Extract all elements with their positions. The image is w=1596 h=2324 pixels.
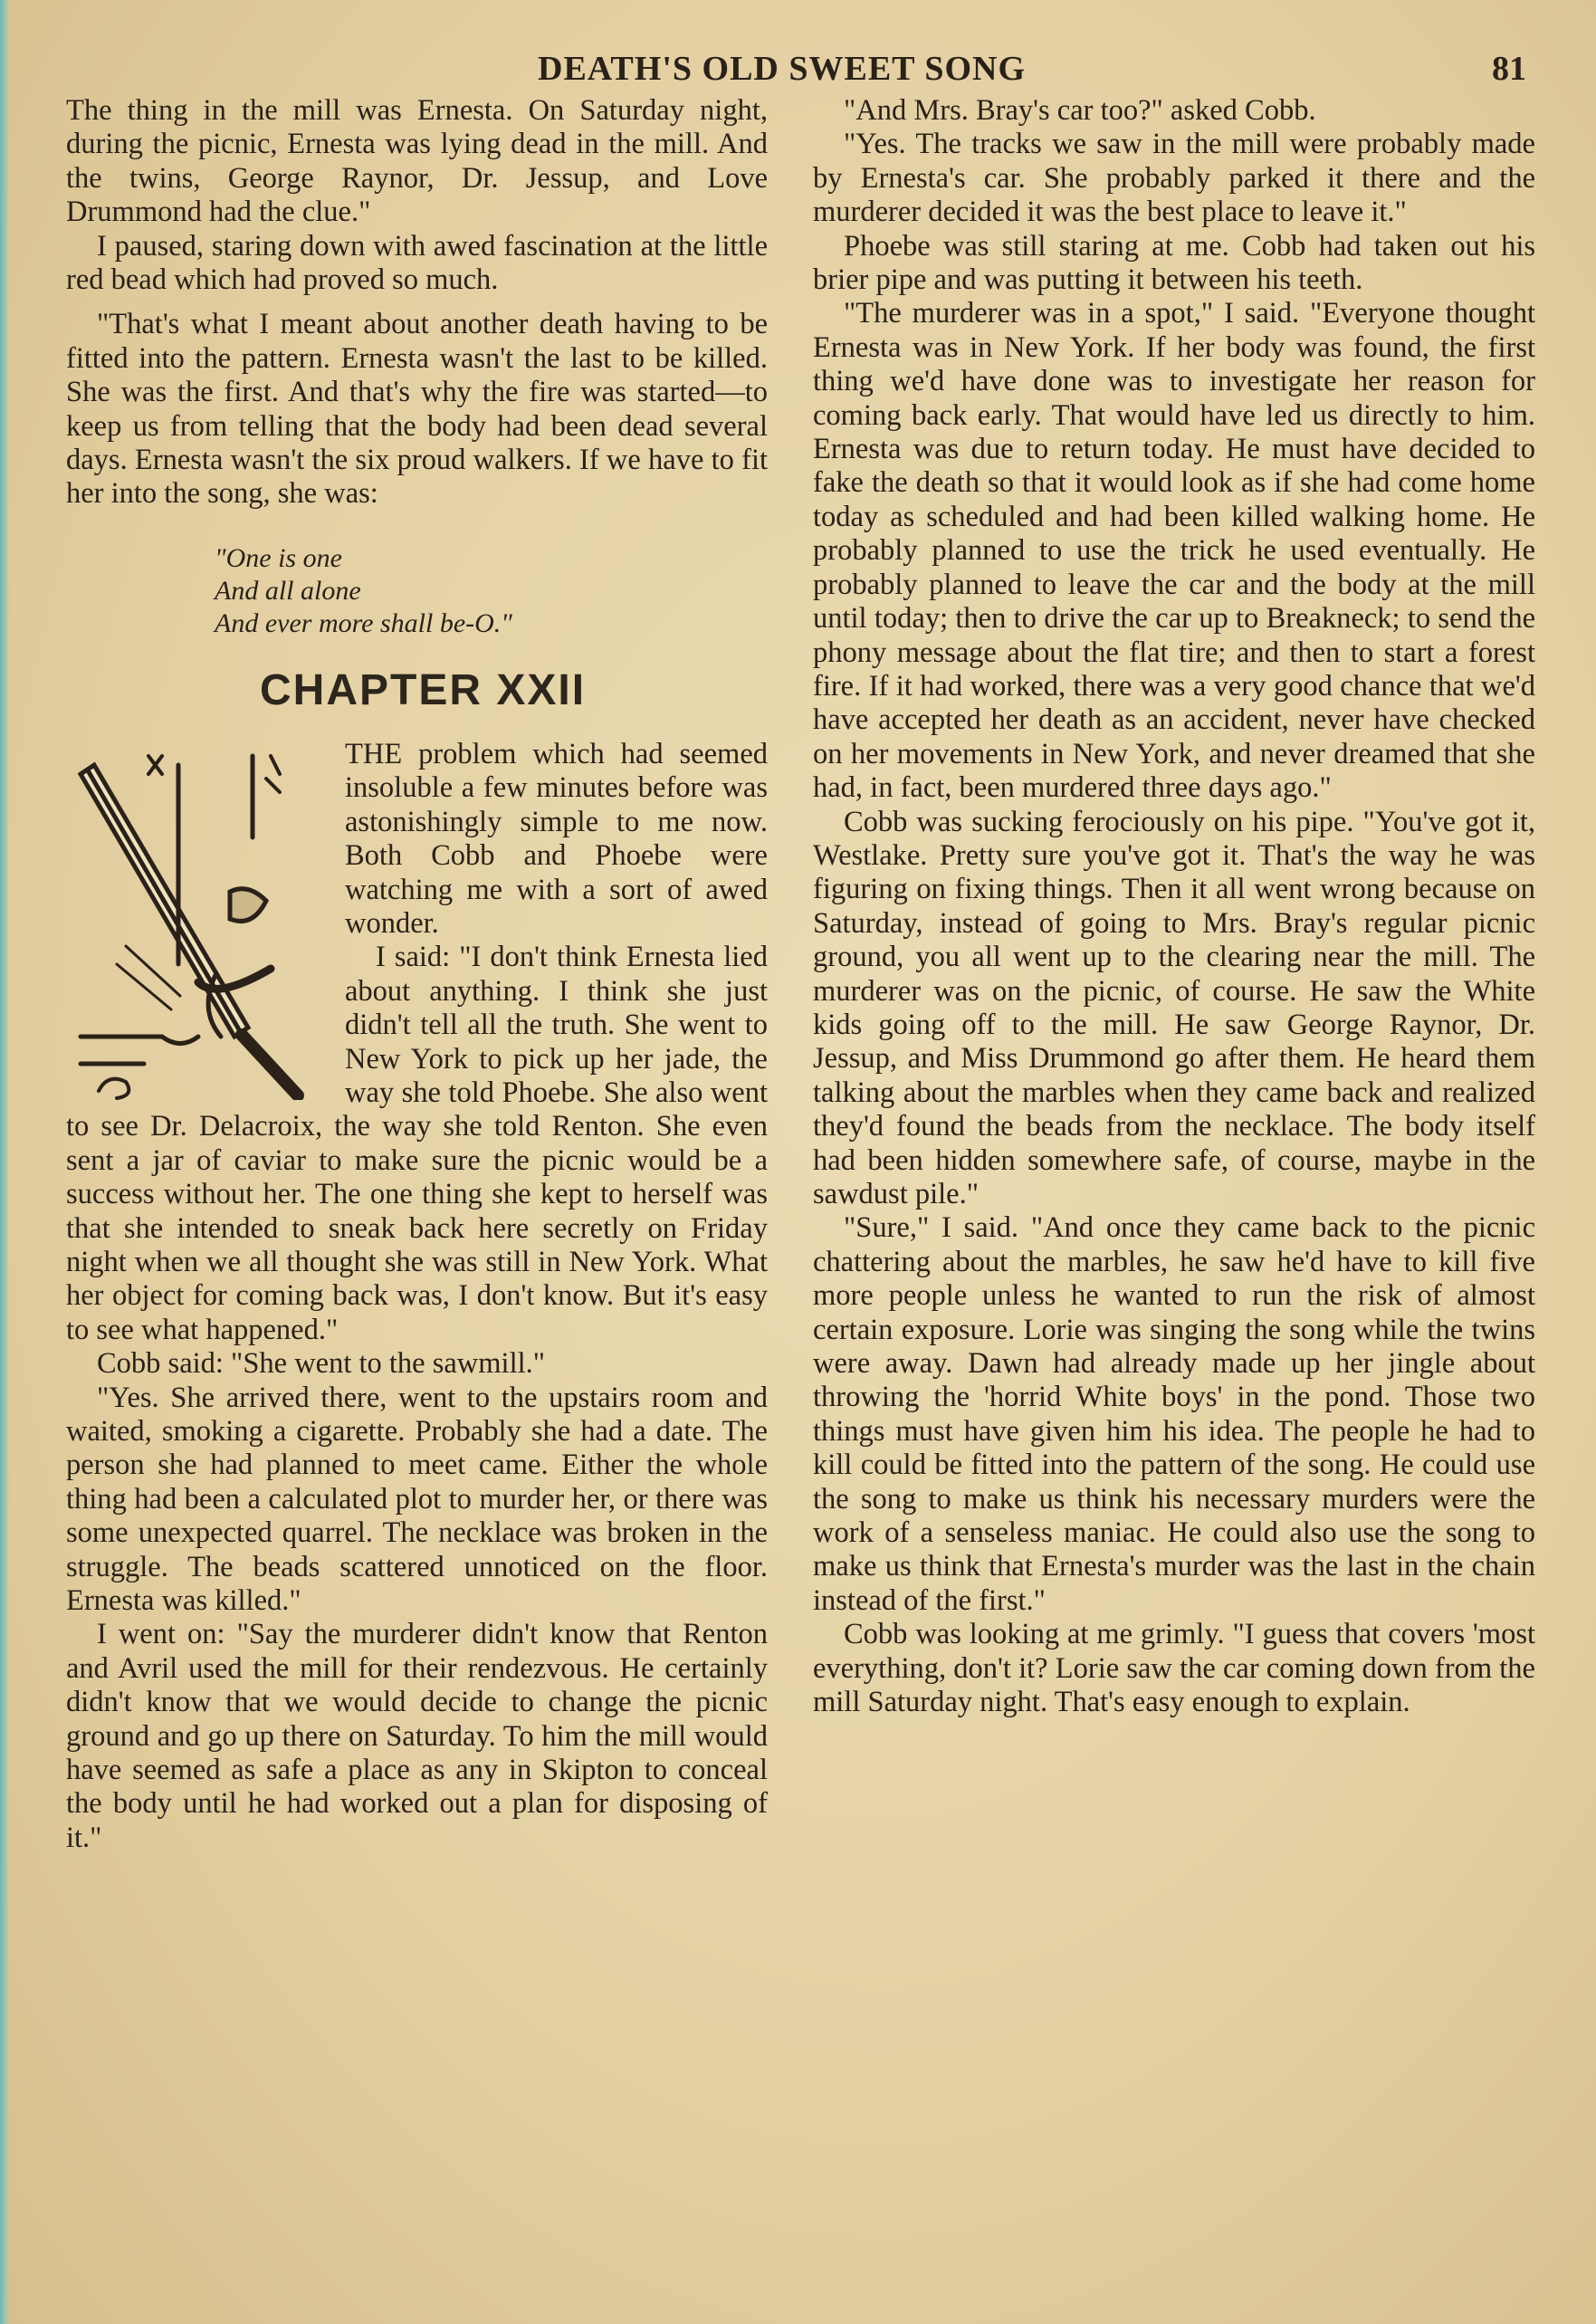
verse-line: And ever more shall be-O." xyxy=(215,607,512,638)
paragraph: Cobb was looking at me grimly. "I guess that covers 'most everything, don't it? Lorie saw the car coming down from the mill Saturday night. That's easy enough to explain. xyxy=(813,1618,1535,1719)
paragraph: "The murderer was in a spot," I said. "Everyone thought Ernesta was in New York. If her body was found, the first thing we'd have done was to investigate her reason for coming back early. That would have led us directly to him. Ernesta was due to return today. He must have decided to fake the death so that it would look as if she had come home today as scheduled and had been killed walking home. He probably planned to use the trick he used eventually. He probably planned to leave the car and the body at the mill until today; then to drive the car up to Breakneck; to send the phony message about the flat tire; and then to start a forest fire. If it had worked, there was a very good chance that we'd have accepted her death as an accident, never have checked on her movements in New York, and never dreamed that she had, in fact, been murdered three days ago." xyxy=(813,297,1535,805)
right-column xyxy=(813,94,1535,1720)
paragraph: THE problem which had seemed insoluble a few minutes before was astonishingly simple to me now. Both Cobb and Phoebe were watching me with a sort of awed wonder. xyxy=(345,737,768,940)
page-edge xyxy=(0,0,9,2324)
paragraph: I paused, staring down with awed fascination at the little red bead which had proved so much. xyxy=(66,229,768,297)
running-title: DEATH'S OLD SWEET SONG xyxy=(538,50,1027,88)
paragraph: "And Mrs. Bray's car too?" asked Cobb. xyxy=(844,94,1316,127)
paragraph: The thing in the mill was Ernesta. On Saturday night, during the picnic, Ernesta was lying dead in the mill. And the twins, George Raynor, Dr. Jessup, and Love Drummond had the clue." xyxy=(66,94,768,229)
left-column xyxy=(66,94,768,1855)
paragraph: "That's what I meant about another death having to be fitted into the pattern. Ernesta wasn't the last to be killed. She was the first. And that's why the fire was started—to keep us from telling that the body had been dead several days. Ernesta wasn't the six proud walkers. If we have to fit her into the song, she was: xyxy=(66,308,768,511)
paragraph: Cobb was sucking ferociously on his pipe. "You've got it, Westlake. Pretty sure you've got it. That's the way he was figuring on fixing things. Then it all went wrong because on Saturday, instead of going to Mrs. Bray's regular picnic ground, you all went up to the clearing near the mill. The murderer was on the picnic, of course. He saw the White kids going off to the mill. He saw George Raynor, Dr. Jessup, and Miss Drummond go after them. He heard them talking about the marbles when they came back and realized they'd found the beads from the necklace. The body itself had been hidden somewhere safe, of course, maybe in the sawdust pile." xyxy=(813,805,1535,1210)
paragraph: I said: "I don't think Ernesta lied about anything. I think she just didn't tell all the truth. She went to New York to pick up her jade, the way she told Phoebe. She also went to see Dr. Delacroix, the way she told Renton. She even sent a jar of caviar to make sure the picnic would be a success without her. The one thing she kept to herself was that she intended to sneak back here secretly on Friday night when we all thought she was still in New York. What her object for coming back was, I don't know. But it's easy to see what happened." xyxy=(66,941,768,1346)
paragraph: "Yes. The tracks we saw in the mill were probably made by Ernesta's car. She probably parked it there and the murderer decided it was the best place to leave it." xyxy=(813,128,1535,229)
chapter-title: CHAPTER XXII xyxy=(260,665,587,714)
paragraph: "Yes. She arrived there, went to the upstairs room and waited, smoking a cigarette. Probably she had a date. The person she had planned to meet came. Either the whole thing had been a calculated plot to murder her, or there was some unexpected quarrel. The necklace was broken in the struggle. The beads scattered unnoticed on the floor. Ernesta was killed." xyxy=(66,1381,768,1618)
song-verse xyxy=(215,542,768,640)
page-header xyxy=(0,49,1596,94)
verse-line: "One is one xyxy=(215,542,342,573)
paragraph: Cobb said: "She went to the sawmill." xyxy=(97,1347,546,1381)
paragraph: Phoebe was still staring at me. Cobb had taken out his brier pipe and was putting it between his teeth. xyxy=(813,229,1535,297)
paragraph: "Sure," I said. "And once they came back to the picnic chattering about the marbles, he saw he'd have to kill five more people unless he wanted to run the risk of almost certain exposure. Lorie was singing the song while the twins were away. Dawn had already made up her jingle about throwing the 'horrid White boys' in the pond. Those two things must have given him his idea. The people he had to kill could be fitted into the pattern of the song. He could use the song to make us think his necessary murders were the work of a senseless maniac. He could also use the song to make us think that Ernesta's murder was the last in the chain instead of the first." xyxy=(813,1211,1535,1617)
paragraph: I went on: "Say the murderer didn't know that Renton and Avril used the mill for their rendezvous. He certainly didn't know that we would decide to change the picnic ground and go up there on Saturday. To him the mill would have seemed as safe a place as any in Skipton to conceal the body until he had worked out a plan for disposing of it." xyxy=(66,1618,768,1854)
verse-line: And all alone xyxy=(215,575,361,606)
dagger-illustration xyxy=(62,738,334,1100)
page-number: 81 xyxy=(1492,50,1526,88)
